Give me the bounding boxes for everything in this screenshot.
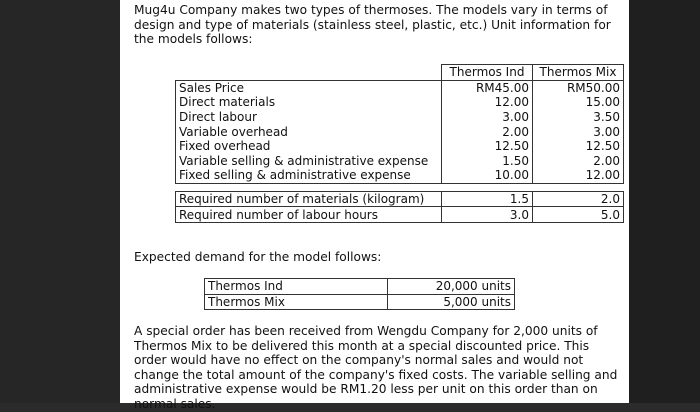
table-row	[176, 168, 624, 183]
ind-value: RM45.00	[442, 80, 533, 95]
ind-value: 10.00	[442, 168, 533, 183]
table-row	[176, 207, 624, 223]
table-row	[205, 294, 515, 310]
table-row	[176, 154, 624, 169]
mix-value: 5.0	[533, 207, 624, 223]
row-label: Direct materials	[176, 95, 442, 110]
model-name: Thermos Ind	[205, 279, 388, 295]
mix-value: 3.00	[533, 124, 624, 139]
table-row	[176, 110, 624, 125]
demand-units: 5,000 units	[388, 294, 515, 310]
mix-value: 3.50	[533, 110, 624, 125]
left-margin	[0, 0, 120, 403]
intro-paragraph: Mug4u Company makes two types of thermoses. The models vary in terms of design and type of materials (stainless steel, plastic, etc.) Unit information for the models follows:	[134, 3, 611, 47]
ind-value: 12.50	[442, 139, 533, 154]
table-row	[205, 279, 515, 295]
model-name: Thermos Mix	[205, 294, 388, 310]
ind-value: 3.0	[442, 207, 533, 223]
mix-value: 2.0	[533, 191, 624, 207]
table-row	[176, 80, 624, 95]
row-label: Direct labour	[176, 110, 442, 125]
table-row	[176, 95, 624, 110]
document-page	[120, 0, 629, 411]
table-row	[176, 191, 624, 207]
table-row	[176, 124, 624, 139]
right-margin	[629, 0, 700, 403]
mix-value: RM50.00	[533, 80, 624, 95]
header-thermos-ind: Thermos Ind	[442, 65, 533, 81]
row-label: Fixed overhead	[176, 139, 442, 154]
ind-value: 1.50	[442, 154, 533, 169]
unit-information-table	[175, 64, 624, 223]
demand-table	[204, 278, 515, 310]
special-order-paragraph: A special order has been received from Wengdu Company for 2,000 units of Thermos Mix to be delivered this month at a special discounted price. This order would have no effect on the company's normal sales and would not change the total amount of the company's fixed costs. The variable selling and administrative expense would be RM1.20 less per unit on this order than on normal sales.	[134, 324, 618, 411]
header-thermos-mix: Thermos Mix	[533, 65, 624, 81]
ind-value: 12.00	[442, 95, 533, 110]
table-row	[176, 139, 624, 154]
demand-intro: Expected demand for the model follows:	[134, 250, 382, 264]
row-label: Sales Price	[176, 80, 442, 95]
row-label: Variable selling & administrative expense	[176, 154, 442, 169]
row-label: Required number of labour hours	[176, 207, 442, 223]
mix-value: 2.00	[533, 154, 624, 169]
row-label: Required number of materials (kilogram)	[176, 191, 442, 207]
demand-units: 20,000 units	[388, 279, 515, 295]
row-label: Variable overhead	[176, 124, 442, 139]
row-label: Fixed selling & administrative expense	[176, 168, 442, 183]
ind-value: 2.00	[442, 124, 533, 139]
ind-value: 3.00	[442, 110, 533, 125]
ind-value: 1.5	[442, 191, 533, 207]
mix-value: 12.50	[533, 139, 624, 154]
mix-value: 12.00	[533, 168, 624, 183]
table-header-row	[176, 65, 624, 81]
mix-value: 15.00	[533, 95, 624, 110]
